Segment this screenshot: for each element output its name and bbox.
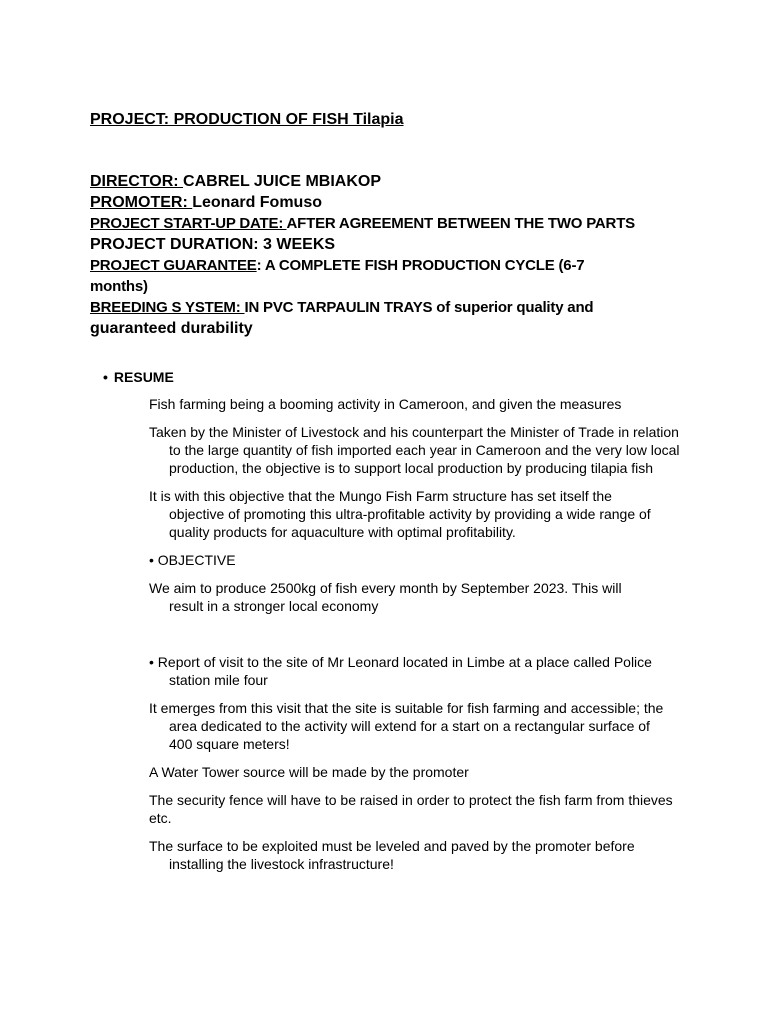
breeding-label: BREEDING S YSTEM: [90, 299, 245, 316]
guarantee-value: : A COMPLETE FISH PRODUCTION CYCLE (6-7 [256, 257, 585, 274]
breeding-line [90, 297, 650, 318]
text-line: • Report of visit to the site of Mr Leonard located in Limbe at a place called Police [149, 654, 652, 670]
text-line: Taken by the Minister of Livestock and his counterpart the Minister of Trade in relation [149, 424, 679, 440]
breeding-value: IN PVC TARPAULIN TRAYS of superior quality and [244, 299, 594, 316]
director-value: CABREL JUICE MBIAKOP [183, 173, 381, 190]
start-date-line [90, 213, 650, 234]
guarantee-line-cont: months) [90, 278, 148, 295]
text-line: We aim to produce 2500kg of fish every month by September 2023. This will [149, 580, 622, 596]
page-title: PROJECT: PRODUCTION OF FISH Tilapia [90, 111, 404, 128]
spacer [149, 625, 694, 653]
bullet-icon: • [103, 369, 108, 385]
breeding-line-cont: guaranteed durability [90, 320, 253, 337]
text-line: The security fence will have to be raised in order to protect the fish farm from thieves [149, 792, 673, 808]
guarantee-line [90, 255, 650, 276]
resume-heading-text: RESUME [113, 369, 174, 385]
promoter-label: PROMOTER: [90, 194, 193, 211]
surface-paragraph [149, 837, 694, 873]
text-line: It emerges from this visit that the site is suitable for fish farming and accessible; the [149, 700, 664, 716]
start-date-label: PROJECT START-UP DATE: [90, 215, 287, 232]
objective-heading: • OBJECTIVE [149, 552, 236, 568]
resume-paragraph-3 [149, 487, 694, 541]
text-line: production, the objective is to support local production by producing tilapia fish [169, 460, 654, 476]
text-line: objective of promoting this ultra-profitable activity by providing a wide range of [169, 506, 651, 522]
guarantee-label: PROJECT GUARANTEE [90, 257, 257, 274]
text-line: It is with this objective that the Mungo Fish Farm structure has set itself the [149, 488, 612, 504]
text-line: area dedicated to the activity will extend for a start on a rectangular surface of [169, 718, 650, 734]
start-date-value: AFTER AGREEMENT BETWEEN THE TWO PARTS [286, 215, 635, 232]
text-line: to the large quantity of fish imported each year in Cameroon and the very low local [169, 442, 680, 458]
document-body [149, 395, 694, 883]
emerges-paragraph [149, 699, 694, 753]
director-label: DIRECTOR: [90, 173, 184, 190]
project-header [90, 171, 650, 339]
text-line: quality products for aquaculture with optimal profitability. [169, 524, 516, 540]
promoter-value: Leonard Fomuso [192, 194, 322, 211]
text-line: The surface to be exploited must be leveled and paved by the promoter before [149, 838, 635, 854]
resume-heading [103, 368, 174, 386]
text-line: result in a stronger local economy [169, 598, 379, 614]
objective-paragraph [149, 579, 694, 615]
text-line: installing the livestock infrastructure! [169, 856, 394, 872]
report-paragraph [149, 653, 694, 689]
security-paragraph [149, 791, 694, 827]
text-line: station mile four [169, 672, 268, 688]
director-line [90, 171, 650, 192]
duration-line: PROJECT DURATION: 3 WEEKS [90, 236, 336, 253]
water-tower-paragraph: A Water Tower source will be made by the promoter [149, 764, 469, 780]
text-line: etc. [149, 810, 172, 826]
resume-paragraph-1: Fish farming being a booming activity in Cameroon, and given the measures [149, 396, 622, 412]
text-line: 400 square meters! [169, 736, 290, 752]
resume-paragraph-2 [149, 423, 694, 477]
promoter-line [90, 192, 650, 213]
